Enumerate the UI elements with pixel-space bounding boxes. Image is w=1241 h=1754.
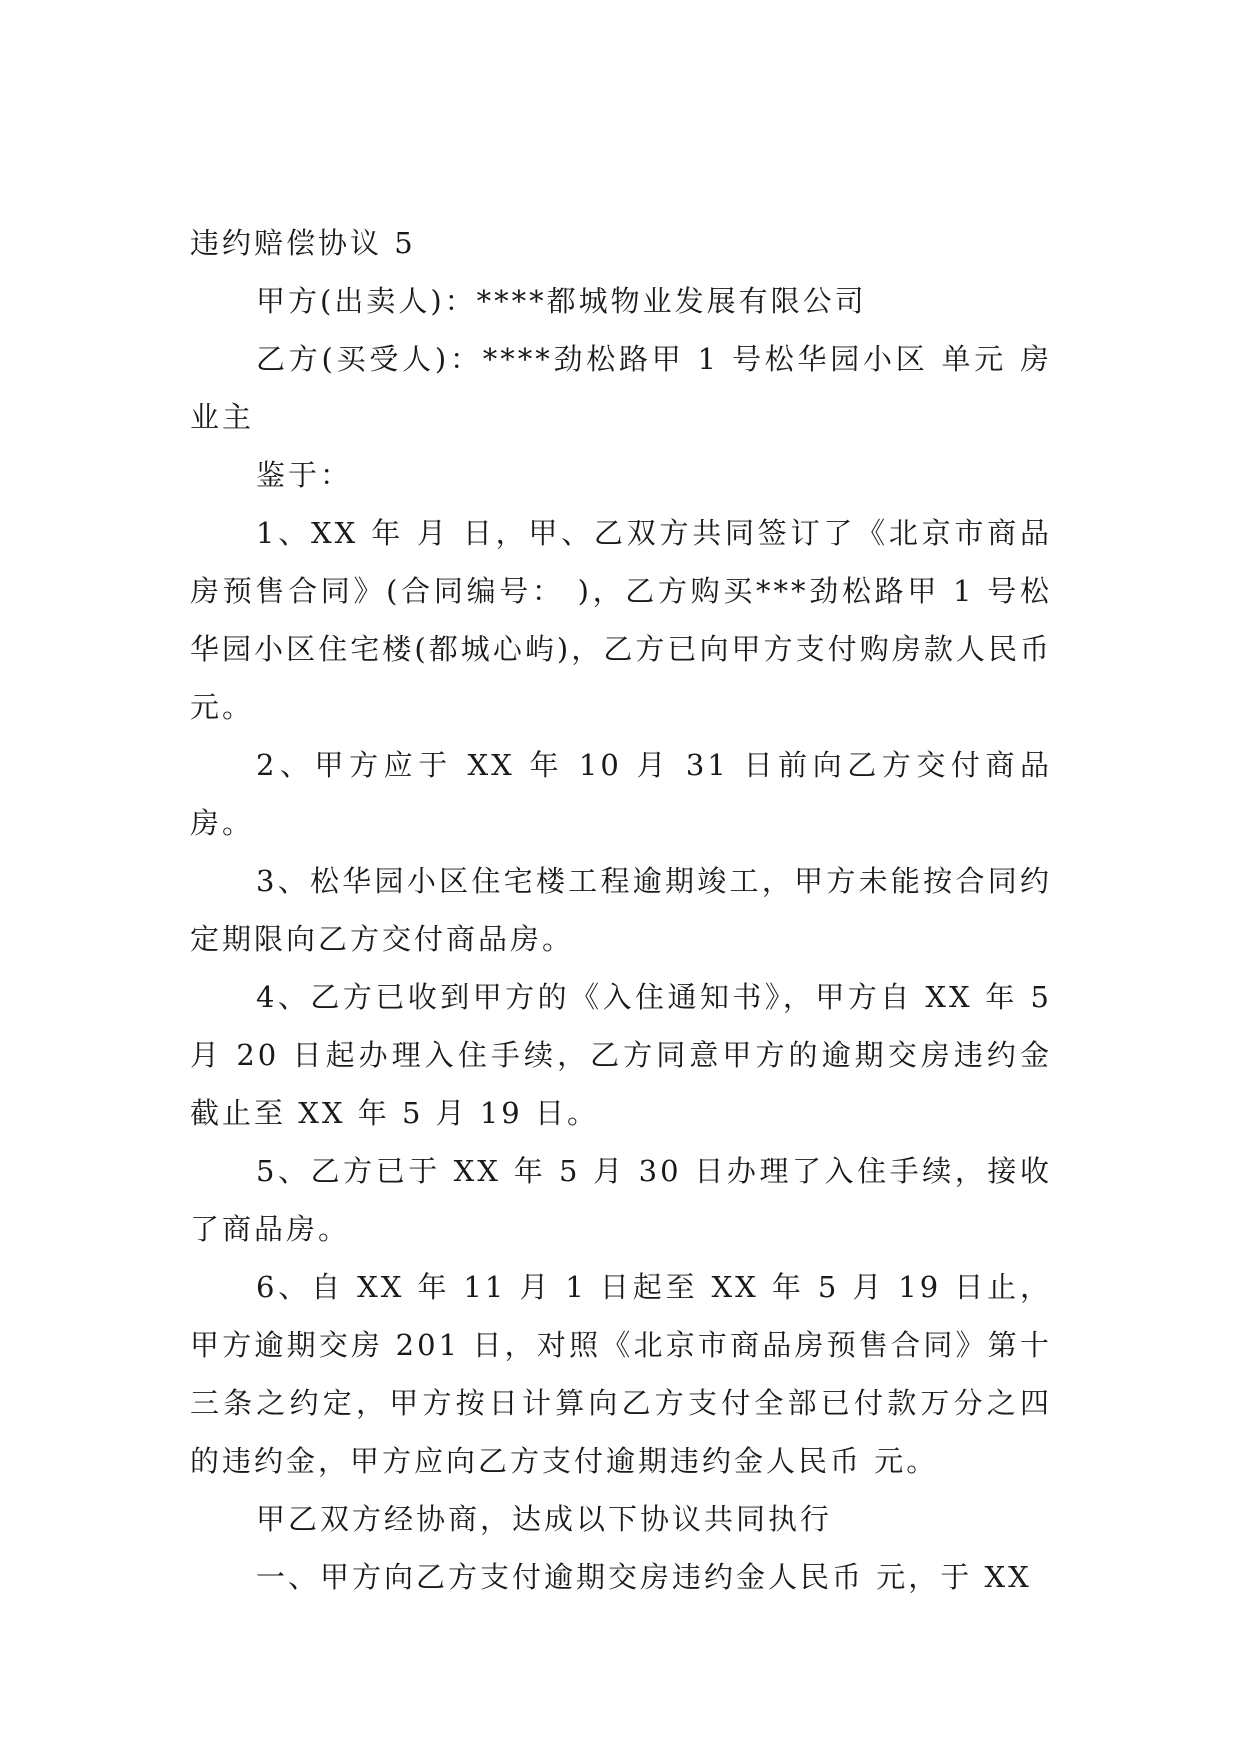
agreement-intro: 甲乙双方经协商，达成以下协议共同执行 — [256, 1502, 833, 1536]
party-b-line: 乙方(买受人)：****劲松路甲 1 号松华园小区 单元 房业主 — [190, 342, 1052, 434]
agreement-item-1: 一、甲方向乙方支付逾期交房违约金人民币 元，于 XX — [256, 1560, 1032, 1594]
clause-6: 6、自 XX 年 11 月 1 日起至 XX 年 5 月 19 日止，甲方逾期交房 201 日，对照《北京市商品房预售合同》第十三条之约定，甲方按日计算向乙方支付全部已付款万分之四的违约金，甲方应向乙方支付逾期违约金人民币 元。 — [190, 1270, 1052, 1478]
clause-4: 4、乙方已收到甲方的《入住通知书》，甲方自 XX 年 5 月 20 日起办理入住手续，乙方同意甲方的逾期交房违约金截止至 XX 年 5 月 19 日。 — [190, 980, 1052, 1130]
clause-2: 2、甲方应于 XX 年 10 月 31 日前向乙方交付商品房。 — [190, 748, 1052, 840]
document-body — [190, 214, 1052, 1606]
clause-5: 5、乙方已于 XX 年 5 月 30 日办理了入住手续，接收了商品房。 — [190, 1154, 1052, 1246]
whereas-heading: 鉴于： — [256, 458, 353, 492]
party-a-line: 甲方(出卖人)：****都城物业发展有限公司 — [256, 284, 867, 318]
document-title: 违约赔偿协议 5 — [190, 226, 416, 260]
clause-1: 1、XX 年 月 日，甲、乙双方共同签订了《北京市商品房预售合同》(合同编号： )，乙方购买***劲松路甲 1 号松华园小区住宅楼(都城心屿)，乙方已向甲方支付购房款人民币 元。 — [190, 516, 1052, 724]
clause-3: 3、松华园小区住宅楼工程逾期竣工，甲方未能按合同约定期限向乙方交付商品房。 — [190, 864, 1052, 956]
